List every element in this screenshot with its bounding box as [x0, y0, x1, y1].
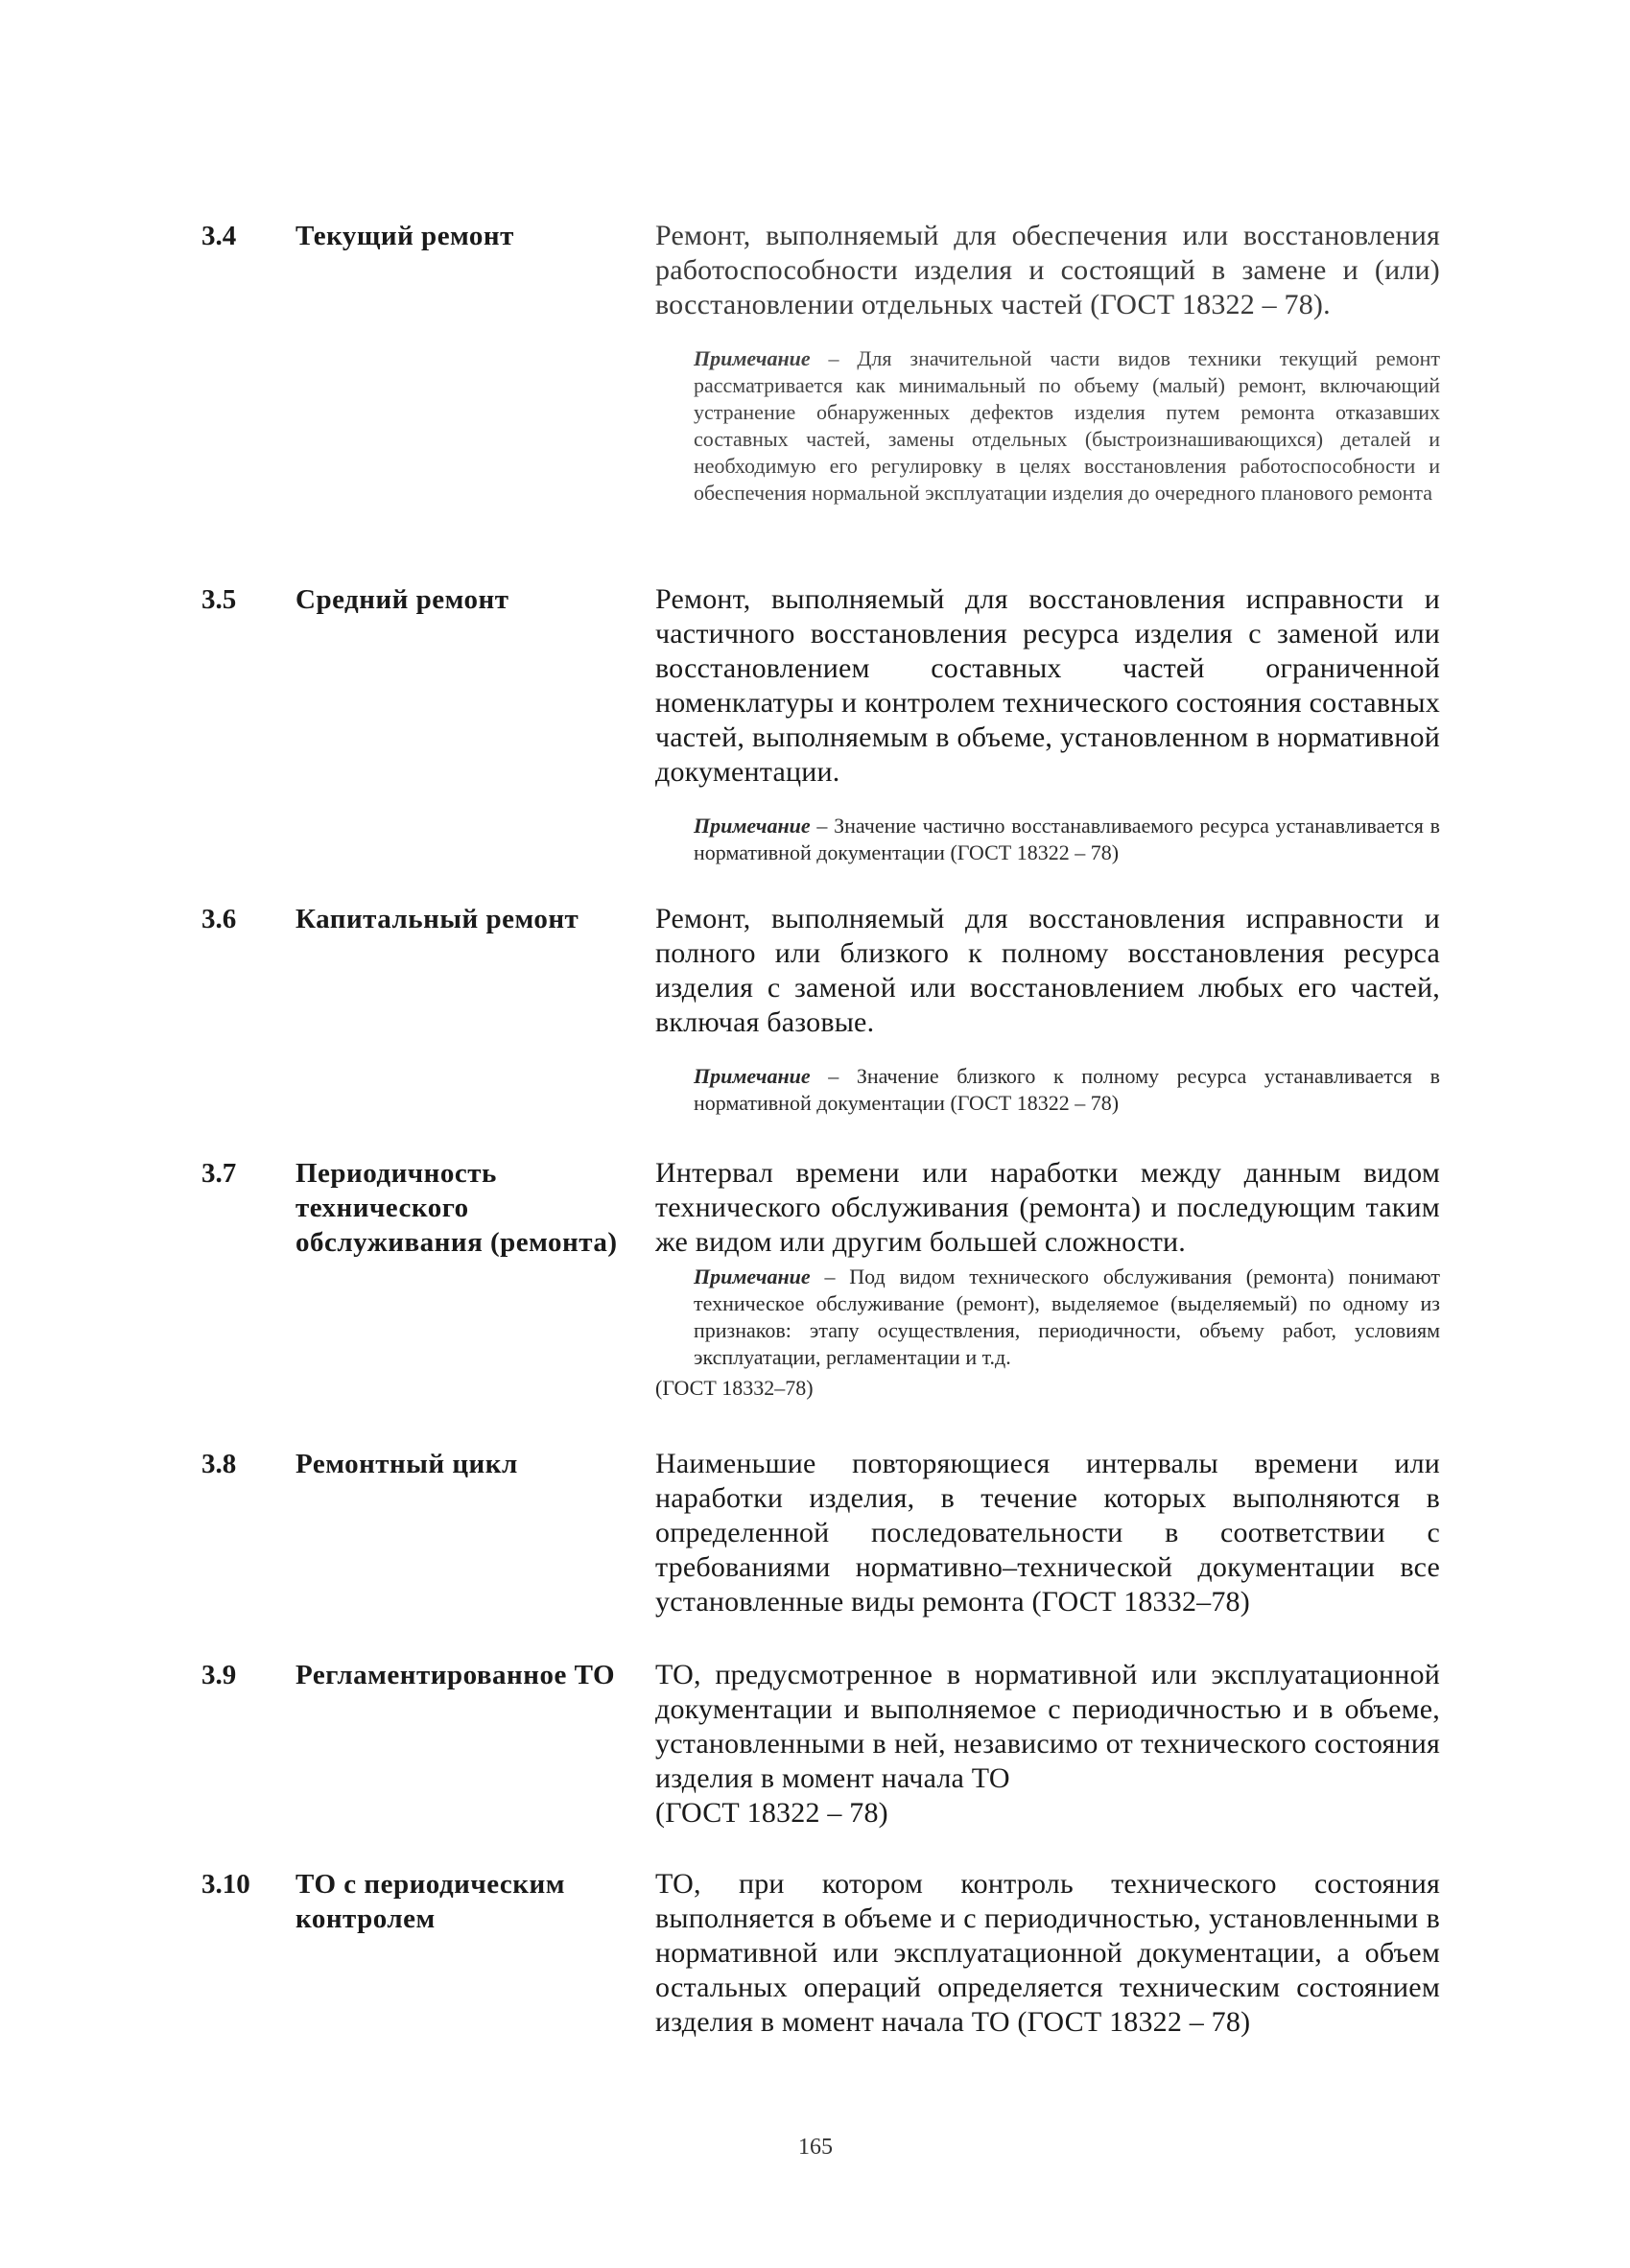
- entry-definition-block: [655, 219, 1440, 507]
- note-label: Примечание: [694, 1064, 811, 1088]
- entry-definition-block: [655, 902, 1440, 1117]
- entry-number: 3.9: [201, 1660, 237, 1690]
- entry-number: 3.5: [201, 584, 237, 615]
- entry-note-source: (ГОСТ 18332–78): [655, 1376, 814, 1400]
- entry-definition: ТО, предусмотренное в нормативной или эксплуатационной документации и выполняемое с периодичностью и в объеме, установленными в ней, независимо от технического состояния изделия в момент начала ТО: [655, 1659, 1440, 1794]
- entry-definition: ТО, при котором контроль технического состояния выполняется в объеме и с периодичностью, установленными в нормативной или эксплуатационной документации, а объем остальных операций определяется техническим состоянием изделия в момент начала ТО (ГОСТ 18322 – 78): [655, 1868, 1440, 2038]
- entry-note: [694, 1264, 1440, 1371]
- page-number: 165: [798, 2135, 833, 2160]
- entry-definition-block: [655, 1658, 1440, 1831]
- entry-note: [694, 345, 1440, 507]
- entry-term: Ремонтный цикл: [295, 1449, 518, 1479]
- entry-term: Текущий ремонт: [295, 221, 514, 251]
- entry-term: Регламентированное ТО: [295, 1660, 616, 1690]
- entry-term: Средний ремонт: [295, 584, 509, 615]
- note-text: – Значение частично восстанавливаемого ресурса устанавливается в нормативной документации (ГОСТ 18322 – 78): [694, 814, 1440, 864]
- entry-definition-block: [655, 1156, 1440, 1402]
- entry-number: 3.10: [201, 1869, 250, 1900]
- note-label: Примечание: [694, 1264, 811, 1288]
- note-label: Примечание: [694, 346, 811, 370]
- entry-definition: Ремонт, выполняемый для восстановления исправности и полного или близкого к полному восстановления ресурса изделия с заменой или восстановлением любых его частей, включая базовые.: [655, 903, 1440, 1038]
- entry-note: [694, 813, 1440, 866]
- note-label: Примечание: [694, 814, 811, 838]
- entry-definition: Интервал времени или наработки между данным видом технического обслуживания (ремонта) и последующим таким же видом или другим большей сложности.: [655, 1157, 1440, 1258]
- entry-term: Периодичность технического обслуживания (ремонта): [295, 1158, 618, 1258]
- entry-definition: Наименьшие повторяющиеся интервалы времени или наработки изделия, в течение которых выполняются в определенной последовательности в соответствии с требованиями нормативно–технической документации все установленные виды ремонта (ГОСТ 18332–78): [655, 1448, 1440, 1618]
- note-text: – Под видом технического обслуживания (ремонта) понимают техническое обслуживание (ремонт), выделяемое (выделяемый) по одному из признаков: этапу осуществления, периодичности, объему работ, условиям эксплуатации, регламентации и т.д.: [694, 1264, 1440, 1369]
- entry-definition-block: [655, 1867, 1440, 2040]
- entry-note: [694, 1063, 1440, 1117]
- entry-number: 3.4: [201, 221, 237, 251]
- entry-definition-block: [655, 582, 1440, 866]
- note-text: – Значение близкого к полному ресурса устанавливается в нормативной документации (ГОСТ 18322 – 78): [694, 1064, 1440, 1115]
- entry-definition-source: (ГОСТ 18322 – 78): [655, 1797, 888, 1829]
- entry-definition-block: [655, 1447, 1440, 1619]
- entry-number: 3.6: [201, 904, 237, 934]
- entry-definition: Ремонт, выполняемый для восстановления исправности и частичного восстановления ресурса изделия с заменой или восстановлением составных частей ограниченной номенклатуры и контролем технического состояния составных частей, выполняемым в объеме, установленном в нормативной документации.: [655, 583, 1440, 788]
- entry-number: 3.8: [201, 1449, 237, 1479]
- note-text: – Для значительной части видов техники текущий ремонт рассматривается как минимальный по объему (малый) ремонт, включающий устранение обнаруженных дефектов изделия путем ремонта отказавших составных частей, замены отдельных (быстроизнашивающихся) деталей и необходимую его регулировку в целях восстановления работоспособности и обеспечения нормальной эксплуатации изделия до очередного планового ремонта: [694, 346, 1440, 505]
- entry-definition: Ремонт, выполняемый для обеспечения или восстановления работоспособности изделия и состоящий в замене и (или) восстановлении отдельных частей (ГОСТ 18322 – 78).: [655, 220, 1440, 320]
- entry-number: 3.7: [201, 1158, 237, 1189]
- entry-term: Капитальный ремонт: [295, 904, 579, 934]
- entry-term: ТО с периодическим контролем: [295, 1869, 565, 1934]
